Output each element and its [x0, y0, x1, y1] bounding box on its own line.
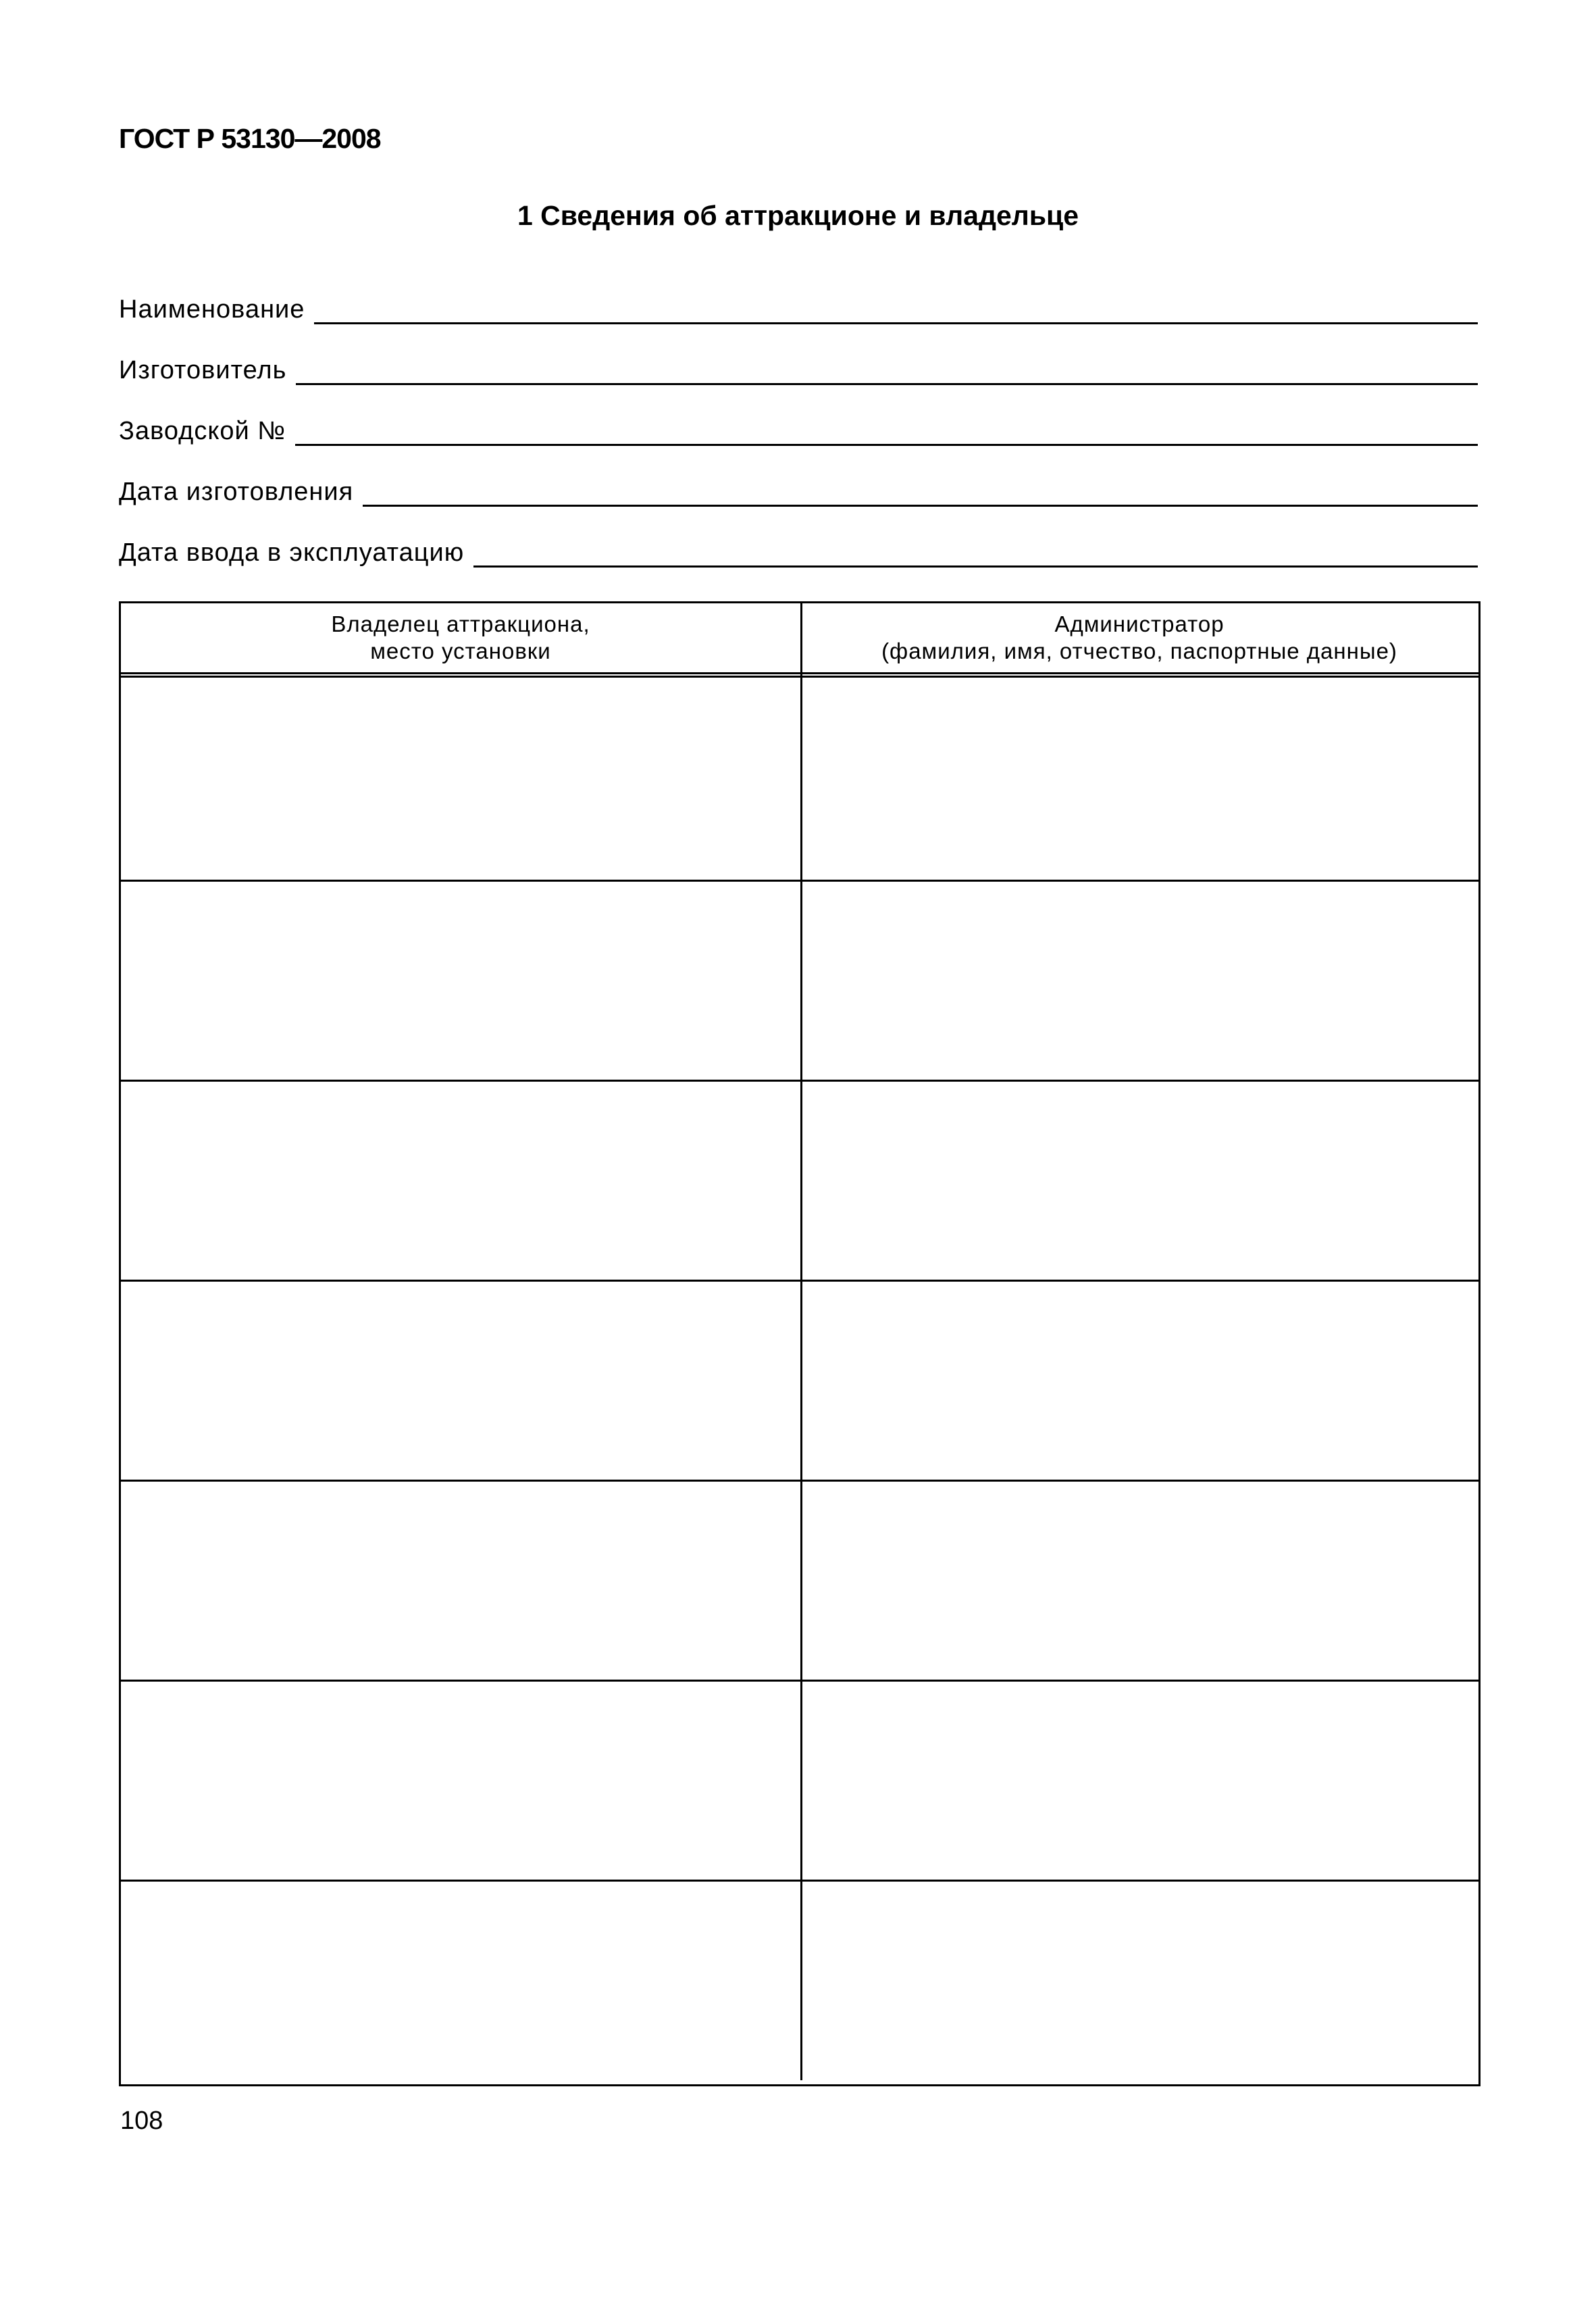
table-row — [121, 682, 1478, 882]
owner-cell[interactable] — [121, 1482, 800, 1680]
info-fields — [119, 263, 1478, 568]
header-line: место установки — [370, 638, 551, 663]
owner-cell[interactable] — [121, 1082, 800, 1280]
owner-cell[interactable] — [121, 1682, 800, 1880]
header-line: (фамилия, имя, отчество, паспортные данные) — [881, 638, 1397, 663]
field-manufacture-date — [119, 446, 1478, 507]
field-name — [119, 263, 1478, 324]
field-serial-number — [119, 385, 1478, 446]
field-label: Изготовитель — [119, 356, 287, 384]
field-label: Наименование — [119, 295, 305, 324]
field-label: Дата ввода в эксплуатацию — [119, 538, 465, 567]
section-title: 1 Сведения об аттракционе и владельце — [517, 200, 1079, 231]
column-header-admin — [800, 603, 1478, 672]
page-number: 108 — [120, 2107, 163, 2135]
admin-cell[interactable] — [802, 1082, 1478, 1280]
field-commissioning-date — [119, 507, 1478, 568]
admin-cell[interactable] — [802, 1282, 1478, 1480]
field-label: Дата изготовления — [119, 478, 354, 506]
table-row — [121, 1682, 1478, 1882]
table-header — [121, 603, 1478, 678]
owner-cell[interactable] — [121, 682, 800, 880]
admin-cell[interactable] — [802, 682, 1478, 880]
admin-cell[interactable] — [802, 1482, 1478, 1680]
admin-cell[interactable] — [802, 1682, 1478, 1880]
field-input-line[interactable] — [295, 417, 1478, 446]
table-body — [121, 682, 1478, 2084]
column-header-owner — [121, 603, 800, 672]
owner-admin-table — [119, 601, 1481, 2086]
owner-cell[interactable] — [121, 882, 800, 1080]
table-row — [121, 1882, 1478, 2084]
table-row — [121, 1482, 1478, 1682]
field-input-line[interactable] — [473, 538, 1478, 568]
header-line: Администратор — [1054, 611, 1225, 636]
field-manufacturer — [119, 324, 1478, 385]
admin-cell[interactable] — [802, 1882, 1478, 2084]
owner-cell[interactable] — [121, 1282, 800, 1480]
table-row — [121, 882, 1478, 1082]
field-input-line[interactable] — [314, 295, 1478, 324]
owner-cell[interactable] — [121, 1882, 800, 2084]
document-header: ГОСТ Р 53130—2008 — [119, 123, 381, 154]
field-input-line[interactable] — [296, 356, 1478, 385]
admin-cell[interactable] — [802, 882, 1478, 1080]
table-row — [121, 1282, 1478, 1482]
field-label: Заводской № — [119, 417, 286, 445]
table-row — [121, 1082, 1478, 1282]
header-line: Владелец аттракциона, — [331, 611, 590, 636]
field-input-line[interactable] — [363, 478, 1478, 507]
